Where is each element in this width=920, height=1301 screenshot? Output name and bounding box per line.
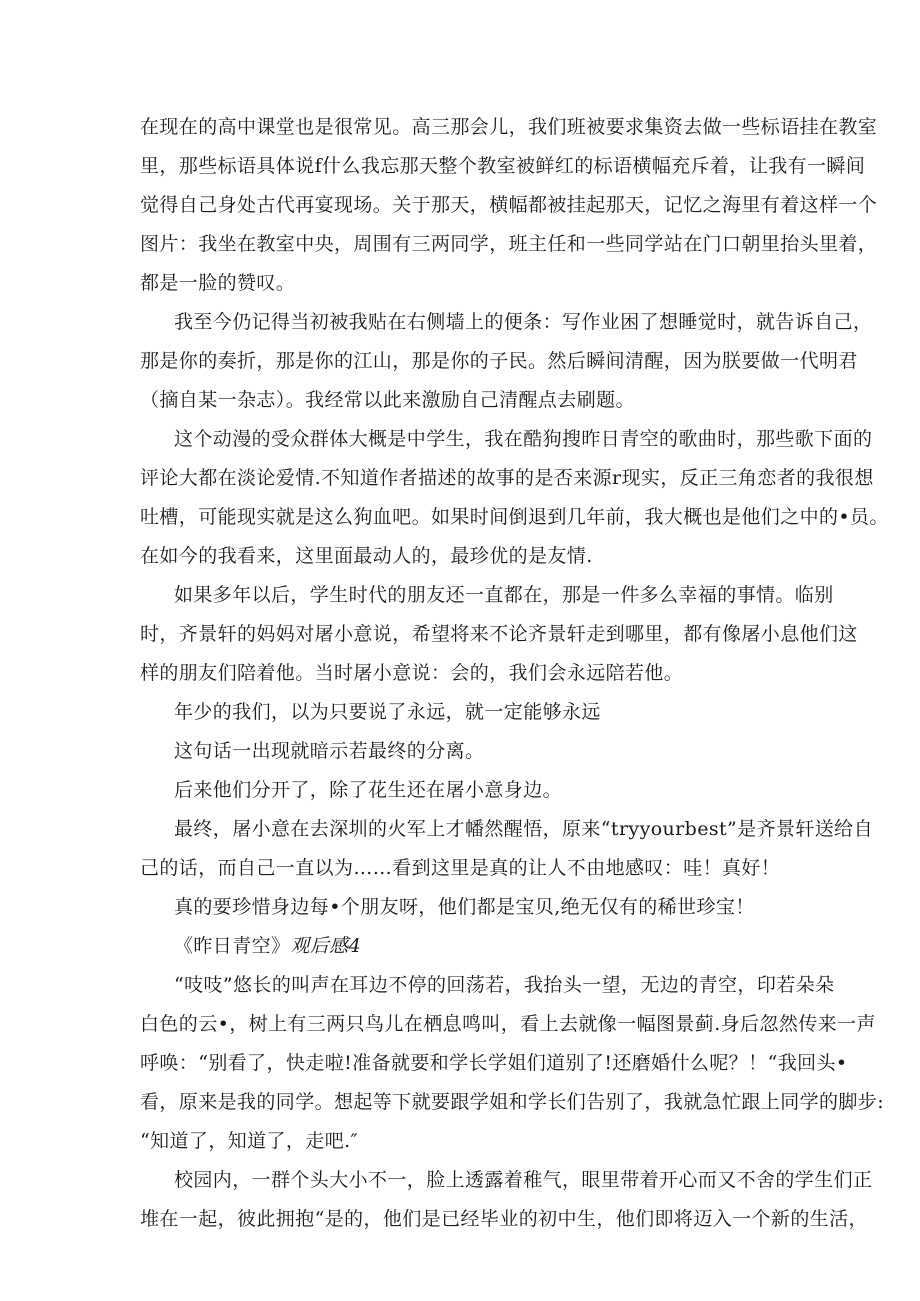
paragraph-line: 在现在的高中课堂也是很常见。高三那会儿，我们班被要求集资去做一些标语挂在教室	[140, 116, 878, 138]
paragraph-line: （摘自某一杂志）。我经常以此来激励自己清醒点去刷题。	[140, 389, 635, 411]
paragraph-line: 这个动漫的受众群体大概是中学生，我在酷狗搜昨日青空的歌曲时，那些歌下面的	[174, 428, 873, 450]
paragraph-line: 我至今仍记得当初被我贴在右侧墙上的便条：写作业困了想睡觉时，就告诉自己，	[174, 311, 873, 333]
section-title-suffix: 观后感4	[290, 935, 362, 957]
paragraph-line: “知道了，知道了，走吧.″	[140, 1130, 359, 1152]
paragraph-line: 吐槽，可能现实就是这么狗血吧。如果时间倒退到几年前，我大概也是他们之中的•员。	[140, 506, 889, 528]
section-title	[174, 932, 785, 960]
paragraph-line: 年少的我们，以为只要说了永远，就一定能够永远	[174, 701, 601, 723]
paragraph-line: 堆在一起，彼此拥抱“是的，他们是已经毕业的初中生，他们即将迈入一个新的生活，	[140, 1208, 868, 1230]
paragraph-line: 评论大都在淡论爱情.不知道作者描述的故事的是否来源r现实，反正三角恋者的我很想	[140, 467, 874, 489]
paragraph-line: 最终，屠小意在去深圳的火军上才幡然醒悟，原来“tryyourbest”是齐景轩送给自	[174, 818, 873, 840]
paragraph-line: 图片：我坐在教室中央，周围有三两同学，班主任和一些同学站在门口朝里抬头里着，	[140, 233, 878, 255]
paragraph-line: 觉得自己身处古代再宴现场。关于那天，横幅都被挂起那天，记忆之海里有着这样一个	[140, 194, 878, 216]
paragraph-line: 都是一脸的赞叹。	[140, 272, 296, 294]
paragraph-line: 时，齐景轩的妈妈对屠小意说，希望将来不论齐景轩走到哪里，都有像屠小息他们这	[140, 623, 858, 645]
paragraph-line: 白色的云•，树上有三两只鸟儿在栖息鸣叫，看上去就像一幅图景蓟.身后忽然传来一声	[140, 1013, 876, 1035]
paragraph-line: 校园内，一群个头大小不一，脸上透露着稚气，眼里带着开心而又不舍的学生们正	[174, 1169, 873, 1191]
paragraph-line: 在如今的我看来，这里面最动人的，最珍优的是友情.	[140, 545, 593, 567]
paragraph-line: 里，那些标语具体说f什么我忘那天整个教室被鲜红的标语横幅充斥着，让我有一瞬间	[140, 155, 866, 177]
paragraph-line: 后来他们分开了，除了花生还在屠小意身边。	[174, 779, 563, 801]
paragraph-line: 这句话一出现就暗示若最终的分离。	[174, 740, 485, 762]
paragraph-line: 呼唤：“别看了，快走啦!准备就要和学长学姐们道别了!还磨婚什么呢？！“我回头•	[140, 1052, 848, 1074]
paragraph-line: 己的话，而自己一直以为……看到这里是真的让人不由地感叹：哇！真好！	[140, 857, 781, 879]
section-title-main: 《昨日青空》	[174, 935, 291, 957]
paragraph-line: 真的要珍惜身边每•个朋友呀，他们都是宝贝,绝无仅有的稀世珍宝！	[174, 896, 755, 918]
paragraph-line: 那是你的奏折，那是你的江山，那是你的子民。然后瞬间清醒，因为朕要做一代明君	[140, 350, 858, 372]
paragraph-line: 如果多年以后，学生时代的朋友还一直都在，那是一件多么幸福的事情。临别	[174, 584, 834, 606]
paragraph-line: “吱吱”悠长的叫声在耳边不停的回荡若，我抬头一望，无边的青空，印若朵朵	[174, 974, 835, 996]
paragraph-line: 样的朋友们陪着他。当时屠小意说：会的，我们会永远陪若他。	[140, 662, 684, 684]
paragraph-line: 看，原来是我的同学。想起等下就要跟学姐和学长们告别了，我就急忙跟上同学的脚步:	[140, 1091, 885, 1113]
